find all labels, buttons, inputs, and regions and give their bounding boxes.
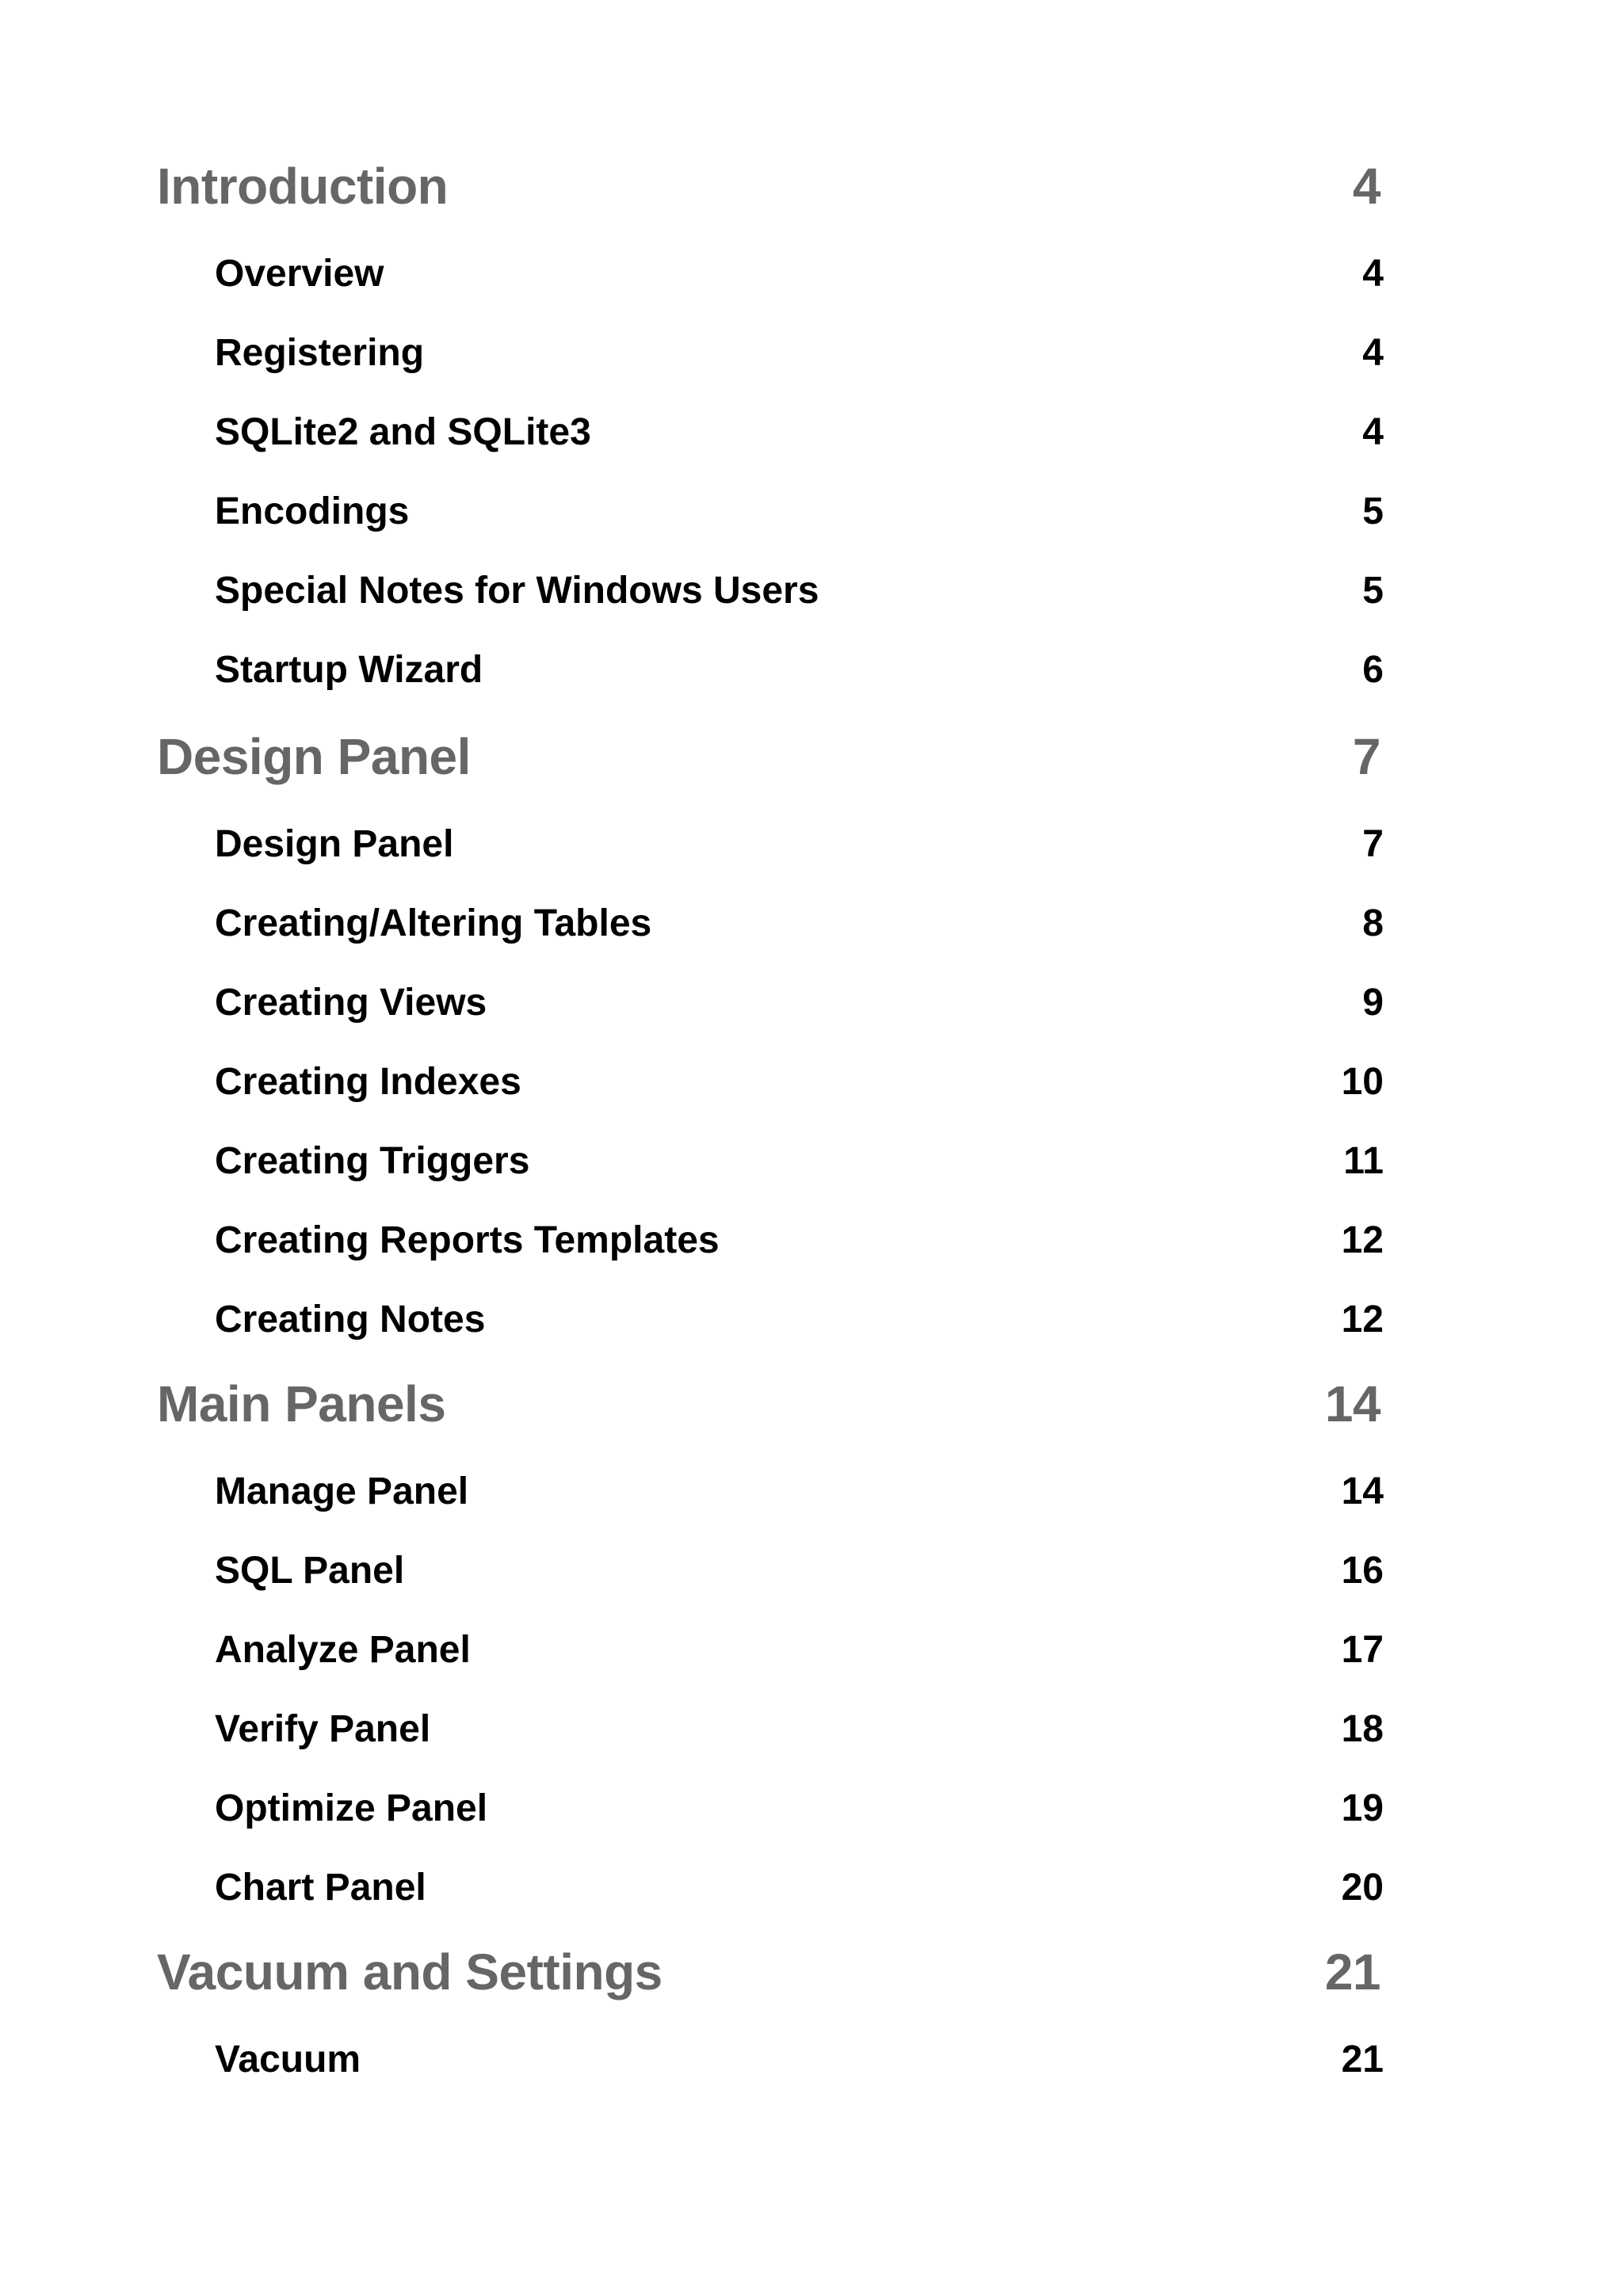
toc-entry-analyze-panel[interactable] (215, 1628, 1384, 1672)
toc-entry-sqlite2-sqlite3[interactable] (215, 410, 1384, 454)
section-page-number: 7 (1352, 728, 1381, 785)
entry-page-number: 11 (1343, 1140, 1384, 1182)
entry-title: SQLite2 and SQLite3 (215, 411, 591, 453)
entry-title: Registering (215, 332, 425, 374)
entry-page-number: 16 (1341, 1550, 1384, 1592)
entry-page-number: 8 (1362, 902, 1384, 944)
entry-page-number: 5 (1362, 490, 1384, 532)
entry-page-number: 5 (1362, 570, 1384, 612)
entry-title: Creating Views (215, 982, 487, 1024)
entry-title: Verify Panel (215, 1708, 431, 1750)
toc-section-introduction[interactable] (157, 157, 1381, 215)
entry-title: Startup Wizard (215, 649, 483, 691)
toc-section-main-panels[interactable] (157, 1375, 1381, 1433)
toc-entry-creating-views[interactable] (215, 981, 1384, 1024)
entry-page-number: 12 (1341, 1299, 1384, 1341)
toc-entry-windows-notes[interactable] (215, 569, 1384, 612)
entry-title: Chart Panel (215, 1867, 426, 1909)
entry-page-number: 21 (1341, 2039, 1384, 2081)
entry-page-number: 20 (1341, 1867, 1384, 1909)
entry-title: Creating Indexes (215, 1061, 521, 1103)
entry-page-number: 17 (1341, 1629, 1384, 1671)
entry-page-number: 19 (1341, 1787, 1384, 1829)
entry-page-number: 14 (1341, 1470, 1384, 1512)
entry-title: Encodings (215, 490, 410, 532)
entry-title: Creating Reports Templates (215, 1219, 720, 1261)
toc-entry-encodings[interactable] (215, 490, 1384, 533)
entry-page-number: 6 (1362, 649, 1384, 691)
entry-title: Creating Triggers (215, 1140, 530, 1182)
entry-title: Creating Notes (215, 1299, 486, 1341)
section-title: Main Panels (157, 1375, 446, 1432)
entry-page-number: 12 (1341, 1219, 1384, 1261)
toc-entry-startup-wizard[interactable] (215, 648, 1384, 692)
toc-entry-manage-panel[interactable] (215, 1470, 1384, 1513)
section-title: Introduction (157, 158, 449, 215)
toc-entry-overview[interactable] (215, 252, 1384, 296)
entry-page-number: 7 (1362, 823, 1384, 865)
toc-entry-design-panel[interactable] (215, 822, 1384, 866)
entry-page-number: 10 (1341, 1061, 1384, 1103)
entry-title: SQL Panel (215, 1550, 405, 1592)
entry-title: Design Panel (215, 823, 454, 865)
toc-section-design-panel[interactable] (157, 727, 1381, 786)
toc-entry-creating-indexes[interactable] (215, 1060, 1384, 1104)
entry-title: Vacuum (215, 2039, 361, 2081)
toc-entry-verify-panel[interactable] (215, 1707, 1384, 1751)
entry-title: Optimize Panel (215, 1787, 488, 1829)
toc-entry-registering[interactable] (215, 331, 1384, 375)
section-page-number: 4 (1352, 158, 1381, 215)
section-page-number: 14 (1324, 1375, 1381, 1432)
entry-page-number: 4 (1362, 253, 1384, 295)
toc-entry-chart-panel[interactable] (215, 1866, 1384, 1909)
toc-entry-creating-notes[interactable] (215, 1298, 1384, 1341)
entry-title: Creating/Altering Tables (215, 902, 652, 944)
toc-entry-sql-panel[interactable] (215, 1549, 1384, 1592)
entry-page-number: 4 (1362, 332, 1384, 374)
toc-entry-creating-altering-tables[interactable] (215, 902, 1384, 945)
section-page-number: 21 (1324, 1943, 1381, 2000)
entry-title: Manage Panel (215, 1470, 469, 1512)
toc-entry-creating-triggers[interactable] (215, 1139, 1384, 1183)
entry-title: Overview (215, 253, 384, 295)
entry-page-number: 4 (1362, 411, 1384, 453)
entry-page-number: 18 (1341, 1708, 1384, 1750)
toc-entry-vacuum[interactable] (215, 2038, 1384, 2081)
section-title: Vacuum and Settings (157, 1943, 663, 2000)
entry-title: Special Notes for Windows Users (215, 570, 819, 612)
entry-title: Analyze Panel (215, 1629, 471, 1671)
entry-page-number: 9 (1362, 982, 1384, 1024)
toc-section-vacuum-settings[interactable] (157, 1943, 1381, 2001)
section-title: Design Panel (157, 728, 471, 785)
toc-entry-creating-reports-templates[interactable] (215, 1219, 1384, 1262)
toc-entry-optimize-panel[interactable] (215, 1787, 1384, 1830)
